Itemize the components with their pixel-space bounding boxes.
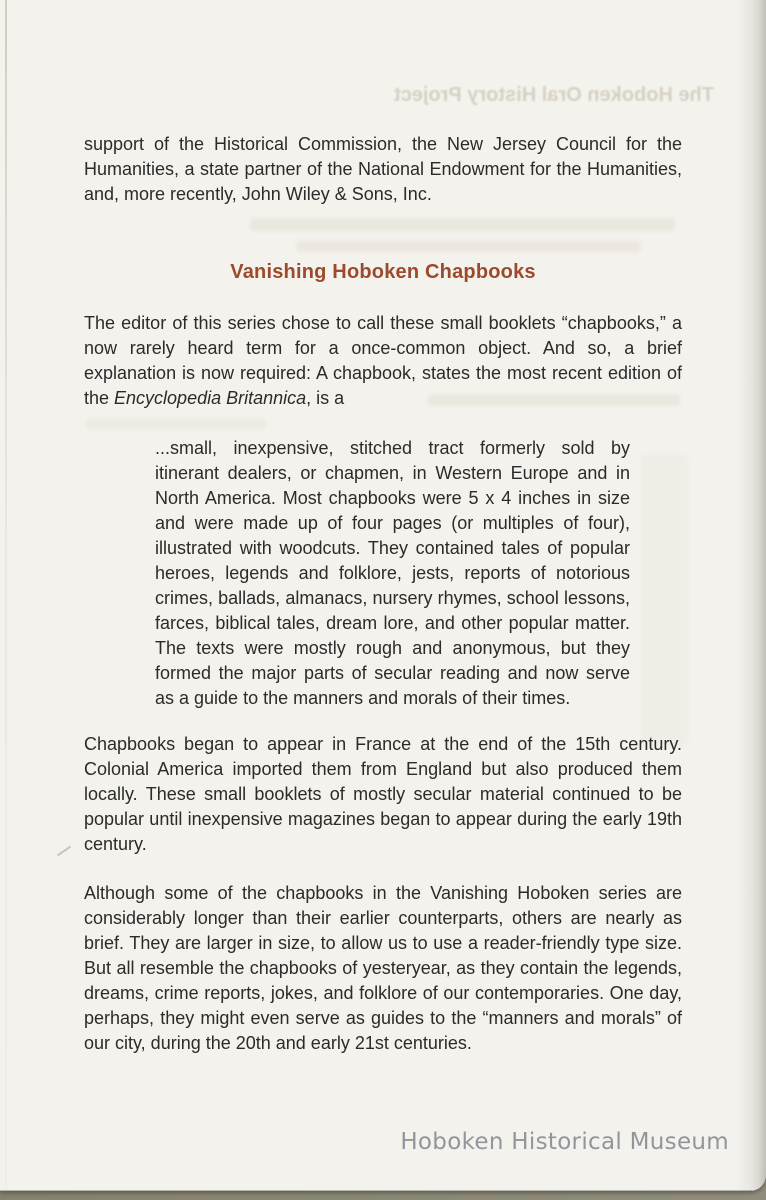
watermark-hoboken-historical-museum: Hoboken Historical Museum (400, 1129, 729, 1155)
section-heading: Vanishing Hoboken Chapbooks (230, 261, 536, 283)
page-text-column (84, 132, 682, 1056)
paragraph-acknowledgements: support of the Historical Commission, the New Jersey Council for the Humanities, a state partner of the National Endowment for the Humanities, and, more recently, John Wiley & Sons, Inc. (84, 134, 682, 204)
paragraph-editor-intro-tail: , is a (306, 388, 345, 408)
paragraph-editor-intro (84, 311, 682, 411)
blockquote-chapbook-definition: ...small, inexpensive, stitched tract formerly sold by itinerant dealers, or chapmen, in Western Europe and in North America. Most chapbooks were 5 x 4 inches in size and were made up of four pages (or multiples of four), illustrated with woodcuts. They contained tales of popular heroes, legends and folklore, jests, reports of notorious crimes, ballads, almanacs, nursery rhymes, school lessons, farces, biblical tales, dream lore, and other popular matter. The texts were mostly rough and anonymous, but they formed the major parts of secular reading and now serve as a guide to the manners and morals of their times. (155, 438, 630, 708)
encyclopedia-britannica-italic: Encyclopedia Britannica (114, 388, 307, 408)
page-crease-line (5, 0, 7, 1191)
paragraph-vanishing-hoboken-series: Although some of the chapbooks in the Vanishing Hoboken series are considerably longer than their earlier counterparts, others are nearly as brief. They are larger in size, to allow us to use a reader-friendly type size. But all resemble the chapbooks of yesteryear, as they contain the legends, dreams, crime reports, jokes, and folklore of our contemporaries. One day, perhaps, they might even serve as guides to the “manners and morals” of our city, during the 20th and early 21st centuries. (84, 883, 682, 1053)
scratch-mark (57, 846, 71, 857)
bleed-through-mirrored-title: The Hoboken Oral History Project (393, 84, 714, 106)
page-edge-shadow (736, 0, 766, 1191)
paragraph-editor-intro-text: The editor of this series chose to call these small booklets “chapbooks,” a now rarely heard term for a once-common object. And so, a brief explanation is now required: A chapbook, states the most recent edition of the (84, 313, 682, 408)
paragraph-chapbook-history: Chapbooks began to appear in France at the end of the 15th century. Colonial America imported them from England but also produced them locally. These small booklets of mostly secular material continued to be popular until inexpensive magazines began to appear during the early 19th century. (84, 734, 682, 854)
